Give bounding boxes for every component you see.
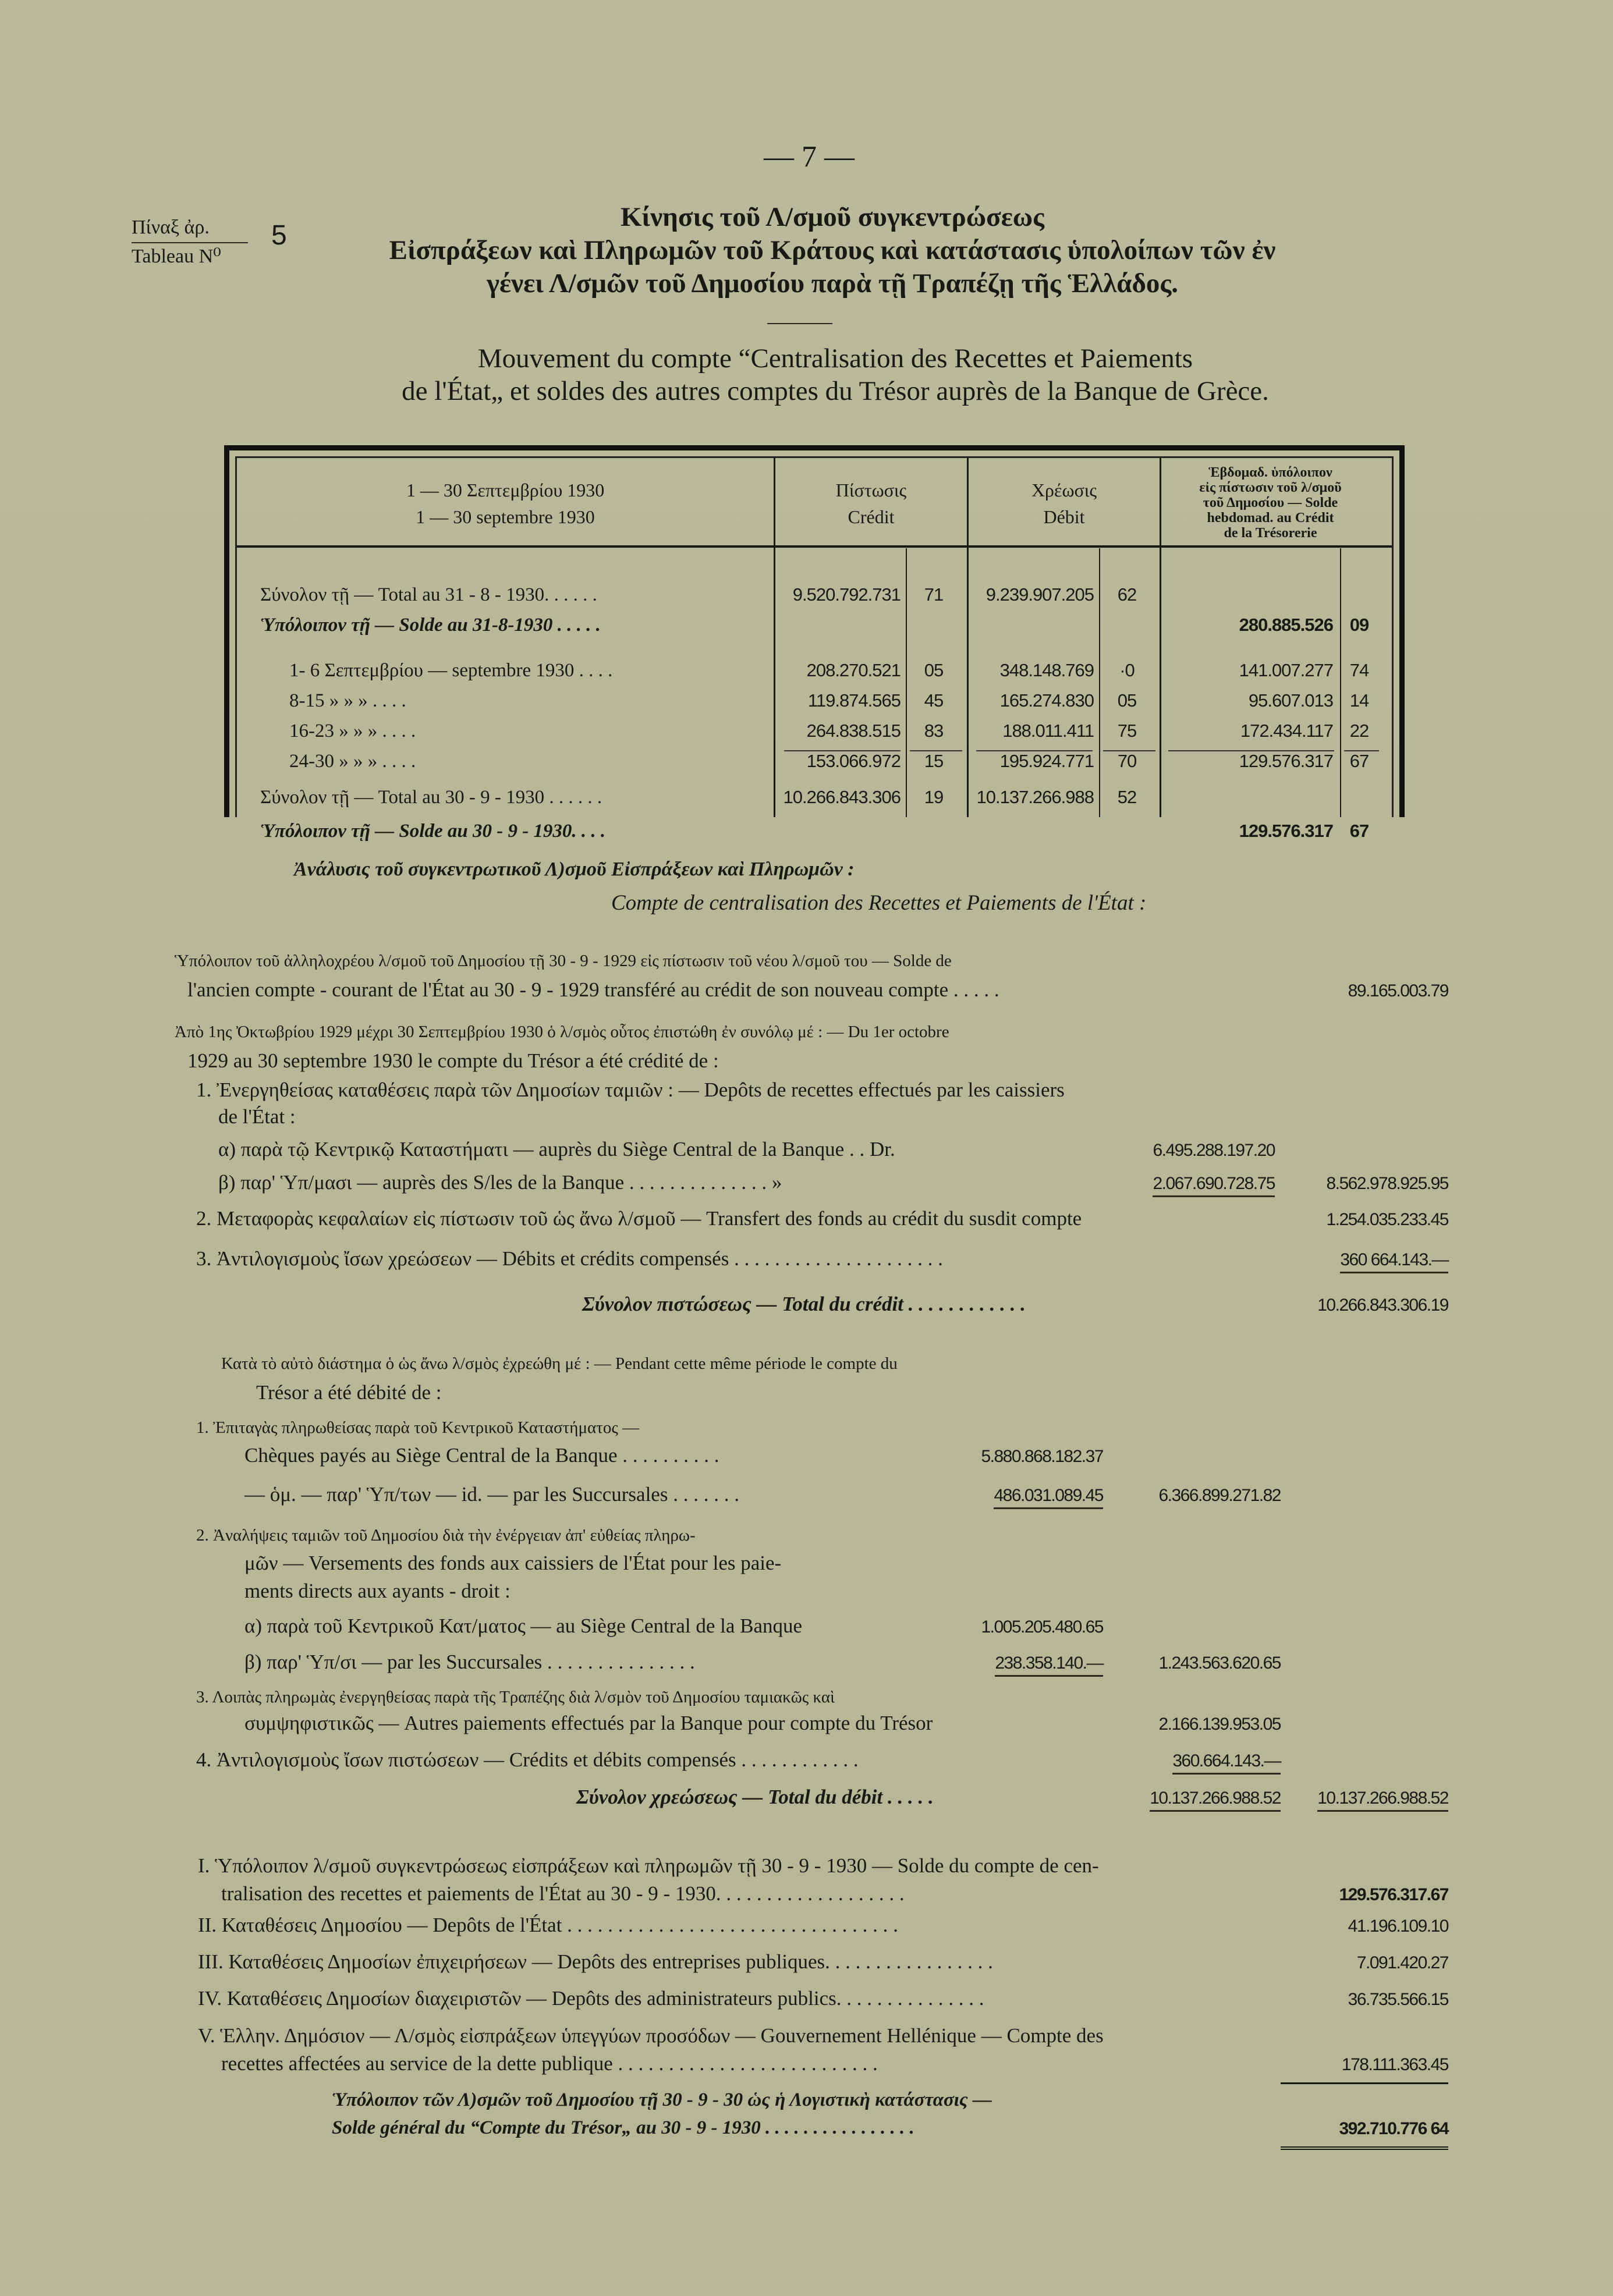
cell-balance-cents: 67 (1349, 751, 1369, 771)
grand-total-amount: 392.710.776 64 (1281, 2114, 1448, 2150)
cell-balance-cents: 09 (1349, 615, 1369, 635)
debit-item-2-line-3: ments directs aux ayants - droit : (244, 1580, 511, 1602)
table-reference (132, 214, 286, 270)
row-label: Σύνολον τῇ — Total au 30 - 9 - 1930 . . . . . . (260, 787, 602, 808)
cell-debit-cents: 05 (1117, 690, 1137, 711)
cell-credit-cents: 45 (924, 690, 944, 711)
debit-item-2-total: 1.243.563.620.65 (1158, 1653, 1281, 1673)
page-number: — 7 — (764, 140, 855, 173)
credit-item-3-amount (1281, 1245, 1448, 1275)
title-greek-line: Εἰσπράξεων καὶ Πληρωμῶν τοῦ Κράτους καὶ κατάστασις ὑπολοίπων τῶν ἐν (389, 235, 1276, 265)
cell-debit: 188.011.411 (1002, 721, 1094, 741)
header-debit-greek: Χρέωσις (1031, 480, 1097, 501)
debit-item-1-total: 6.366.899.271.82 (1158, 1486, 1281, 1505)
cell-balance: 95.607.013 (1248, 690, 1333, 711)
header-credit-greek: Πίστωσις (835, 480, 907, 501)
cell-credit: 119.874.565 (807, 690, 901, 711)
cell-debit: 165.274.830 (999, 690, 1094, 711)
debit-item-2-line-1: 2. Ἀναλήψεις ταμιῶν τοῦ Δημοσίου διὰ τὴν ἐνέργειαν ἀπ' εὐθείας πληρω- (196, 1526, 696, 1545)
cell-balance: 129.576.317 (1239, 821, 1333, 841)
debit-item-2a-amount: 1.005.205.480.65 (981, 1617, 1103, 1637)
cell-balance: 141.007.277 (1239, 660, 1333, 680)
cell-debit-cents: 52 (1117, 787, 1137, 807)
credit-intro-line-1: Ἀπὸ 1ης Ὀκτωβρίου 1929 μέχρι 30 Σεπτεμβρίου 1930 ὁ λ/σμὸς οὗτος ἐπιστώθη ἐν συνόλῳ μέ : — Du 1er octobre (175, 1023, 949, 1041)
debit-item-3-line-2: συμψηφιστικῶς — Autres paiements effectués par la Banque pour compte du Trésor (244, 1712, 933, 1734)
balance-amount: 178.111.363.45 (1281, 2050, 1448, 2084)
header-period-greek: 1 — 30 Σεπτεμβρίου 1930 (406, 480, 605, 501)
table-row (237, 783, 1392, 812)
debit-intro-line-2: Trésor a été débité de : (256, 1381, 442, 1404)
title-divider (767, 323, 832, 324)
debit-item-4-label: 4. Ἀντιλογισμοὺς ἴσων πιστώσεων — Crédits et débits compensés . . . . . . . . . . . . (196, 1748, 859, 1771)
cell-credit: 9.520.792.731 (792, 584, 901, 605)
sum-rule (1168, 750, 1334, 751)
row-label: Ὑπόλοιπον τῇ — Solde au 31-8-1930 . . . . . (260, 615, 601, 636)
title-french (244, 342, 1426, 407)
opening-line-1: Ὑπόλοιπον τοῦ ἀλληλοχρέου λ/σμοῦ τοῦ Δημοσίου τῇ 30 - 9 - 1929 εἰς πίστωσιν τοῦ νέου λ/σμοῦ του — Solde de (175, 952, 952, 970)
credit-item-2-label: 2. Μεταφορὰς κεφαλαίων εἰς πίστωσιν τοῦ ὡς ἄνω λ/σμοῦ — Transfert des fonds au crédit du susdit compte (196, 1207, 1082, 1230)
cell-debit: 348.148.769 (999, 660, 1094, 680)
debit-total-amount-b (1281, 1783, 1448, 1814)
header-debit-french: Débit (1043, 506, 1085, 527)
cell-balance-cents: 14 (1349, 690, 1369, 711)
cell-credit-cents: 83 (924, 721, 944, 741)
balance-line-1: III. Καταθέσεις Δημοσίων ἐπιχειρήσεων — Depôts des entreprises publiques. . . . . . . . . . . . . . . . . (198, 1950, 993, 1973)
cell-credit-cents: 05 (924, 660, 944, 680)
debit-item-4-value: 360.664.143.— (1172, 1751, 1281, 1775)
title-greek-line: Κίνησις τοῦ Λ/σμοῦ συγκεντρώσεως (621, 202, 1044, 232)
row-label: Ὑπόλοιπον τῇ — Solde au 30 - 9 - 1930. . . . (260, 821, 606, 842)
credit-item-3-label: 3. Ἀντιλογισμοὺς ἴσων χρεώσεων — Débits et crédits compensés . . . . . . . . . . . . . . . . . . . . . (196, 1247, 943, 1270)
row-label: Σύνολον τῇ — Total au 31 - 8 - 1930. . . . . . (260, 584, 597, 605)
analysis-heading-french: Compte de centralisation des Recettes et Paiements de l'État : (611, 891, 1147, 915)
header-period (237, 477, 774, 530)
credit-item-2-amount: 1.254.035.233.45 (1326, 1210, 1448, 1229)
cell-balance-cents: 74 (1349, 660, 1369, 680)
sum-rule (1344, 750, 1379, 751)
cell-balance: 280.885.526 (1239, 615, 1333, 635)
cell-credit-cents: 15 (924, 751, 944, 771)
credit-total-amount: 10.266.843.306.19 (1317, 1296, 1448, 1315)
header-balance-line: εἰς πίστωσιν τοῦ λ/σμοῦ (1199, 480, 1342, 495)
opening-line-2: l'ancien compte - courant de l'État au 30 - 9 - 1929 transféré au crédit de son nouveau compte . . . . . (187, 978, 999, 1001)
title-french-line: Mouvement du compte “Centralisation des Recettes et Paiements (477, 343, 1193, 374)
debit-item-3-line-1: 3. Λοιπὰς πληρωμὰς ἐνεργηθείσας παρὰ τῆς Τραπέζης διὰ λ/σμὸν τοῦ Δημοσίου ταμιακῶς καὶ (196, 1688, 835, 1706)
balance-line-1: IV. Καταθέσεις Δημοσίων διαχειριστῶν — Depôts des administrateurs publics. . . . . . . . . . . . . . . (198, 1987, 984, 2010)
cell-credit: 264.838.515 (806, 721, 901, 741)
debit-item-1b-label: — ὁμ. — παρ' Ὑπ/των — id. — par les Succursales . . . . . . . (244, 1483, 739, 1506)
header-balance-line: de la Trésorerie (1224, 526, 1317, 541)
sum-rule (910, 750, 962, 751)
header-balance-line: τοῦ Δημοσίου — Solde (1203, 495, 1338, 510)
cell-balance: 172.434.117 (1240, 721, 1333, 741)
cell-credit: 10.266.843.306 (783, 787, 901, 807)
sum-rule (784, 750, 901, 751)
debit-item-2b-value: 238.358.140.— (995, 1653, 1103, 1677)
table-row (237, 580, 1392, 609)
balance-amount: 7.091.420.27 (1356, 1953, 1448, 1972)
balance-line-2: recettes affectées au service de la dette publique . . . . . . . . . . . . . . . . . . . . . . . . . . (221, 2052, 878, 2075)
header-credit-french: Crédit (848, 506, 895, 527)
cell-balance-cents: 67 (1349, 821, 1369, 841)
balance-amount: 36.735.566.15 (1348, 1990, 1448, 2009)
table-row (237, 611, 1392, 640)
debit-item-1b-value: 486.031.089.45 (994, 1486, 1103, 1509)
debit-item-2b-amount (908, 1648, 1103, 1678)
debit-item-1-line-1: 1. Ἐπιταγὰς πληρωθείσας παρὰ τοῦ Κεντρικοῦ Καταστήματος — (196, 1418, 640, 1437)
debit-intro-line-1: Κατὰ τὸ αὐτὸ διάστημα ὁ ὡς ἄνω λ/σμὸς ἐχρεώθη μέ : — Pendant cette même période le compte du (221, 1354, 898, 1373)
header-weekly-balance (1161, 465, 1380, 541)
header-credit (775, 477, 967, 530)
balance-amount: 41.196.109.10 (1348, 1917, 1448, 1936)
credit-item-1b-amount (1030, 1169, 1275, 1199)
debit-item-2b-label: β) παρ' Ὑπ/σι — par les Succursales . . . . . . . . . . . . . . . (244, 1651, 695, 1673)
credit-item-1b-label: β) παρ' Ὑπ/μασι — auprès des S/les de la Banque . . . . . . . . . . . . . . » (218, 1171, 782, 1194)
debit-total-value-b: 10.137.266.988.52 (1317, 1788, 1448, 1812)
header-balance-line: Ἑβδομαδ. ὑπόλοιπον (1208, 465, 1332, 480)
header-balance-line: hebdomad. au Crédit (1207, 510, 1334, 526)
debit-item-2-line-2: μῶν — Versements des fonds aux caissiers de l'État pour les paie- (244, 1552, 782, 1574)
sum-rule (976, 750, 1093, 751)
balance-line-1: II. Καταθέσεις Δημοσίου — Depôts de l'État . . . . . . . . . . . . . . . . . . . . . . . . . . . . . . . . . (198, 1914, 898, 1936)
cell-debit: 9.239.907.205 (985, 584, 1094, 605)
balance-line-2: tralisation des recettes et paiements de l'État au 30 - 9 - 1930. . . . . . . . . . . . . . . . . . . (221, 1882, 905, 1905)
sum-rule (1103, 750, 1155, 751)
cell-balance-cents: 22 (1349, 721, 1369, 741)
debit-item-1a-amount: 5.880.868.182.37 (981, 1447, 1103, 1466)
debit-item-3-amount: 2.166.139.953.05 (1158, 1715, 1281, 1734)
cell-debit: 195.924.771 (999, 751, 1094, 771)
table-row (237, 656, 1392, 685)
analysis-heading-greek: Ἀνάλυσις τοῦ συγκεντρωτικοῦ Λ)σμοῦ Εἰσπράξεων καὶ Πληρωμῶν : (294, 858, 855, 880)
grand-total-line-1: Ὑπόλοιπον τῶν Λ)σμῶν τοῦ Δημοσίου τῇ 30 - 9 - 30 ὡς ἡ Λογιστικὴ κατάστασις — (332, 2089, 992, 2110)
credit-item-1a-amount: 6.495.288.197.20 (1153, 1141, 1275, 1160)
title-french-line: de l'État„ et soldes des autres comptes du Trésor auprès de la Banque de Grèce. (402, 376, 1269, 406)
header-debit (969, 477, 1160, 530)
title-greek-line: γένει Λ/σμῶν τοῦ Δημοσίου παρὰ τῇ Τραπέζῃ τῆς Ἑλλάδος. (487, 268, 1178, 299)
header-separator (237, 545, 1392, 548)
table-inner-frame (235, 456, 1394, 842)
credit-item-1-total: 8.562.978.925.95 (1326, 1174, 1448, 1193)
header-period-french: 1 — 30 septembre 1930 (416, 506, 595, 527)
credit-item-1a-label: α) παρὰ τῷ Κεντρικῷ Καταστήματι — auprès du Siège Central de la Banque . . Dr. (218, 1138, 895, 1161)
balance-amount: 129.576.317.67 (1339, 1885, 1448, 1904)
opening-amount: 89.165.003.79 (1348, 981, 1448, 1000)
cell-debit-cents: ·0 (1119, 660, 1135, 680)
table-row (237, 817, 1392, 846)
row-label: 1- 6 Σεπτεμβρίου — septembre 1930 . . . . (289, 660, 613, 681)
row-label: 16-23 » » » . . . . (289, 721, 416, 741)
debit-item-1b-amount (908, 1481, 1103, 1511)
credit-total-label: Σύνολον πιστώσεως — Total du crédit . . . . . . . . . . . . (582, 1293, 1026, 1315)
title-greek (233, 201, 1432, 300)
debit-item-1-line-2: Chèques payés au Siège Central de la Banque . . . . . . . . . . (244, 1444, 719, 1467)
table-row (237, 716, 1392, 746)
cell-debit-cents: 70 (1117, 751, 1137, 771)
credit-item-1-line-2: de l'État : (218, 1105, 296, 1128)
debit-item-4-amount (1106, 1746, 1281, 1776)
cell-balance: 129.576.317 (1239, 751, 1333, 771)
credit-item-1-line-1: 1. Ἐνεργηθείσας καταθέσεις παρὰ τῶν Δημοσίων ταμιῶν : — Depôts de recettes effectués par les caissiers (196, 1078, 1065, 1101)
credit-item-1b-value: 2.067.690.728.75 (1153, 1174, 1275, 1197)
row-label: 24-30 » » » . . . . (289, 751, 416, 772)
cell-debit-cents: 75 (1117, 721, 1137, 741)
cell-credit-cents: 19 (924, 787, 944, 807)
table-ref-greek: Πίναξ ἀρ. (132, 214, 248, 243)
movement-table (224, 445, 1405, 842)
debit-item-2a-label: α) παρὰ τοῦ Κεντρικοῦ Κατ/ματος — au Siège Central de la Banque (244, 1614, 803, 1637)
table-ref-number: 5 (271, 220, 286, 251)
grand-total-line-2: Solde général du “Compte du Trésor„ au 30 - 9 - 1930 . . . . . . . . . . . . . . . . (332, 2117, 914, 2138)
cell-debit: 10.137.266.988 (976, 787, 1094, 807)
debit-total-value-a: 10.137.266.988.52 (1150, 1788, 1281, 1812)
balance-line-1: V. Ἑλλην. Δημόσιον — Λ/σμὸς εἰσπράξεων ὑπεγγύων προσόδων — Gouvernement Hellénique — Compte des (198, 2024, 1104, 2047)
cell-debit-cents: 62 (1117, 584, 1137, 605)
credit-item-3-value: 360 664.143.— (1340, 1250, 1448, 1273)
balance-line-1: I. Ὑπόλοιπον λ/σμοῦ συγκεντρώσεως εἰσπράξεων καὶ πληρωμῶν τῇ 30 - 9 - 1930 — Solde du compte de cen- (198, 1854, 1099, 1877)
cell-credit: 208.270.521 (806, 660, 901, 680)
table-row (237, 686, 1392, 715)
cell-credit-cents: 71 (924, 584, 944, 605)
debit-total-label: Σύνολον χρεώσεως — Total du débit . . . . . (576, 1786, 934, 1808)
table-ref-french: Tableau N⁰ (132, 246, 221, 267)
debit-total-amount-a (1106, 1783, 1281, 1814)
row-label: 8-15 » » » . . . . (289, 690, 406, 711)
credit-intro-line-2: 1929 au 30 septembre 1930 le compte du Trésor a été crédité de : (187, 1049, 719, 1072)
cell-credit: 153.066.972 (806, 751, 901, 771)
